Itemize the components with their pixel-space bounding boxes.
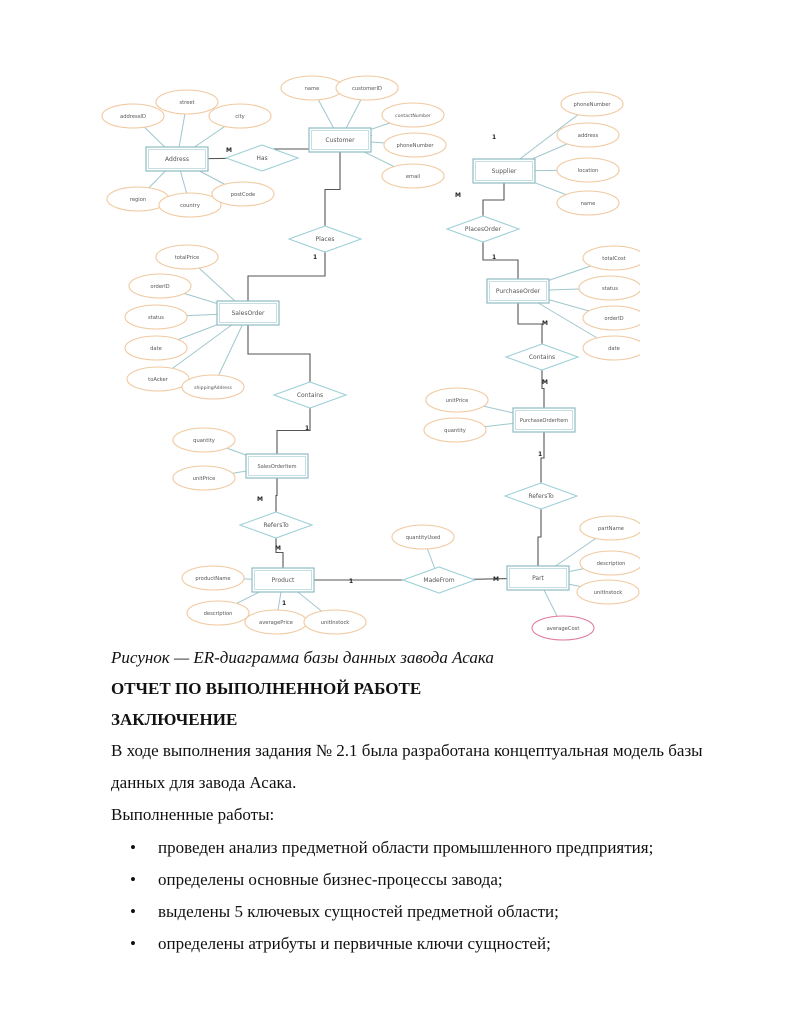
entity-label: Address bbox=[165, 156, 189, 163]
attribute-status bbox=[125, 305, 187, 329]
attribute-average-cost bbox=[532, 616, 594, 640]
relationship-label: Places bbox=[315, 236, 335, 243]
cardinality-label: M bbox=[257, 496, 263, 503]
attribute-label: status bbox=[148, 315, 164, 321]
attribute-label: postCode bbox=[230, 192, 256, 198]
entity-supplier bbox=[473, 159, 535, 183]
attribute-date bbox=[583, 336, 640, 360]
entity-purchaseorder bbox=[487, 279, 549, 303]
entity-label: PurchaseOrder bbox=[495, 288, 541, 295]
list-item-text: выделены 5 ключевых сущностей предметной области; bbox=[158, 902, 559, 921]
figure-caption: Рисунок — ER-диаграмма базы данных завода Асака bbox=[111, 648, 494, 667]
entity-salesorder bbox=[217, 301, 279, 325]
entity-salesorderitem bbox=[246, 454, 308, 478]
cardinality-label: 1 bbox=[313, 254, 318, 261]
attribute-label: partName bbox=[598, 526, 624, 532]
attribute-label: unitInstock bbox=[320, 620, 350, 626]
attribute-shipping-address bbox=[182, 375, 244, 399]
cardinality-label: M bbox=[455, 192, 461, 199]
attribute-label: phoneNumber bbox=[396, 143, 434, 149]
attribute-label: status bbox=[602, 286, 618, 292]
entity-label: Supplier bbox=[491, 168, 517, 175]
attribute-quantity bbox=[173, 428, 235, 452]
attribute-label: totalCost bbox=[602, 256, 626, 262]
relationship-label: MadeFrom bbox=[423, 577, 455, 584]
attribute-label: orderID bbox=[604, 316, 624, 322]
attribute-quantity-used bbox=[392, 525, 454, 549]
works-list bbox=[130, 837, 653, 965]
attribute-order-id bbox=[129, 274, 191, 298]
cardinality-label: M bbox=[275, 545, 281, 552]
cardinality-label: 1 bbox=[305, 425, 310, 432]
list-item bbox=[130, 901, 653, 933]
entity-part bbox=[507, 566, 569, 590]
attribute-customer-id bbox=[336, 76, 398, 100]
attribute-phone-number bbox=[384, 133, 446, 157]
attribute-phone-number bbox=[561, 92, 623, 116]
attribute-total-cost bbox=[583, 246, 640, 270]
attribute-total-price bbox=[156, 245, 218, 269]
attribute-address-id bbox=[102, 104, 164, 128]
cardinality-label: M bbox=[226, 147, 232, 154]
attribute-label: date bbox=[608, 346, 620, 352]
attribute-name bbox=[281, 76, 343, 100]
relationship-contains2 bbox=[506, 344, 578, 370]
entity-label: Product bbox=[271, 577, 295, 584]
attribute-address bbox=[557, 123, 619, 147]
attribute-city bbox=[209, 104, 271, 128]
attribute-quantity bbox=[424, 418, 486, 442]
attribute-label: quantity bbox=[444, 428, 466, 434]
list-item bbox=[130, 933, 653, 965]
list-item-text: определены атрибуты и первичные ключи сущностей; bbox=[158, 934, 551, 953]
attribute-name bbox=[557, 191, 619, 215]
works-intro: Выполненные работы: bbox=[111, 805, 275, 824]
cardinality-label: M bbox=[493, 576, 499, 583]
relationship-placesorder bbox=[447, 216, 519, 242]
cardinality-label: 1 bbox=[349, 578, 354, 585]
attribute-label: street bbox=[179, 100, 195, 106]
er-diagram bbox=[100, 68, 640, 648]
attribute-label: contactNumber bbox=[395, 114, 431, 119]
attribute-date bbox=[125, 336, 187, 360]
attribute-label: customerID bbox=[352, 86, 382, 92]
attribute-label: quantityUsed bbox=[405, 535, 441, 541]
relationship-madefrom bbox=[403, 567, 475, 593]
bullet-icon: • bbox=[130, 870, 136, 889]
attribute-label: unitInstock bbox=[593, 590, 623, 596]
heading-conclusion: ЗАКЛЮЧЕНИЕ bbox=[111, 710, 238, 729]
attribute-label: totalPrice bbox=[174, 255, 200, 261]
attribute-label: description bbox=[596, 561, 626, 567]
attribute-label: unitPrice bbox=[445, 398, 469, 404]
attribute-label: region bbox=[129, 197, 147, 203]
attribute-label: location bbox=[577, 168, 599, 174]
cardinality-label: 1 bbox=[492, 134, 497, 141]
attribute-to-acker bbox=[127, 367, 189, 391]
relationship-label: Contains bbox=[528, 354, 556, 361]
conclusion-paragraph-line-2: данных для завода Асака. bbox=[111, 773, 297, 792]
attribute-description bbox=[580, 551, 640, 575]
attribute-label: date bbox=[150, 346, 162, 352]
cardinality-label: 1 bbox=[282, 600, 287, 607]
cardinality-label: 1 bbox=[538, 451, 543, 458]
list-item-text: проведен анализ предметной области промышленного предприятия; bbox=[158, 838, 654, 857]
relationship-label: RefersTo bbox=[263, 522, 289, 529]
attribute-location bbox=[557, 158, 619, 182]
cardinality-label: 1 bbox=[492, 254, 497, 261]
attribute-description bbox=[187, 601, 249, 625]
entity-label: SalesOrder bbox=[231, 310, 265, 317]
attribute-label: city bbox=[235, 114, 245, 120]
attribute-label: name bbox=[304, 86, 320, 92]
list-item-text: определены основные бизнес-процессы завода; bbox=[158, 870, 503, 889]
entity-purchaseorderitem bbox=[513, 408, 575, 432]
attribute-label: unitPrice bbox=[192, 476, 216, 482]
bullet-icon: • bbox=[130, 902, 136, 921]
attribute-label: toAcker bbox=[148, 377, 168, 383]
relationship-contains1 bbox=[274, 382, 346, 408]
attribute-order-id bbox=[583, 306, 640, 330]
attribute-label: shippingAddress bbox=[194, 386, 232, 391]
entity-label: SalesOrderItem bbox=[257, 464, 297, 470]
relationship-label: PlacesOrder bbox=[464, 226, 502, 233]
attribute-label: email bbox=[405, 174, 421, 180]
attribute-label: address bbox=[577, 133, 599, 139]
entity-customer bbox=[309, 128, 371, 152]
attribute-post-code bbox=[212, 182, 274, 206]
attribute-label: country bbox=[180, 203, 200, 209]
attribute-label: orderID bbox=[150, 284, 170, 290]
attribute-country bbox=[159, 193, 221, 217]
attribute-part-name bbox=[580, 516, 640, 540]
relationship-label: Contains bbox=[296, 392, 324, 399]
attribute-product-name bbox=[182, 566, 244, 590]
attribute-label: name bbox=[580, 201, 596, 207]
entity-label: PurchaseOrderItem bbox=[519, 418, 569, 424]
attribute-average-price bbox=[245, 610, 307, 634]
relationship-places bbox=[289, 226, 361, 252]
attribute-label: description bbox=[203, 611, 233, 617]
attribute-label: averageCost bbox=[546, 626, 580, 632]
entity-label: Customer bbox=[325, 137, 355, 144]
attribute-label: averagePrice bbox=[259, 620, 293, 626]
relationship-refersto2 bbox=[505, 483, 577, 509]
list-item bbox=[130, 837, 653, 869]
relationship-line bbox=[325, 140, 340, 239]
bullet-icon: • bbox=[130, 934, 136, 953]
relationship-label: RefersTo bbox=[528, 493, 554, 500]
entity-address bbox=[146, 147, 208, 171]
attribute-unit-instock bbox=[577, 580, 639, 604]
cardinality-label: M bbox=[542, 379, 548, 386]
bullet-icon: • bbox=[130, 838, 136, 857]
cardinality-label: M bbox=[542, 320, 548, 327]
attribute-street bbox=[156, 90, 218, 114]
list-item bbox=[130, 869, 653, 901]
attribute-status bbox=[579, 276, 640, 300]
entity-product bbox=[252, 568, 314, 592]
attribute-label: phoneNumber bbox=[573, 102, 611, 108]
entity-label: Part bbox=[532, 575, 544, 582]
conclusion-paragraph-line-1: В ходе выполнения задания № 2.1 была разработана концептуальная модель базы bbox=[111, 741, 703, 760]
attribute-label: quantity bbox=[193, 438, 215, 444]
attribute-unit-price bbox=[173, 466, 235, 490]
attribute-label: addressID bbox=[120, 114, 146, 120]
heading-report: ОТЧЕТ ПО ВЫПОЛНЕННОЙ РАБОТЕ bbox=[111, 679, 422, 698]
relationship-refersto1 bbox=[240, 512, 312, 538]
attribute-email bbox=[382, 164, 444, 188]
relationship-label: Has bbox=[256, 155, 268, 162]
attribute-unit-instock bbox=[304, 610, 366, 634]
attribute-label: productName bbox=[195, 576, 231, 582]
attribute-unit-price bbox=[426, 388, 488, 412]
attribute-contact-number bbox=[382, 103, 444, 127]
